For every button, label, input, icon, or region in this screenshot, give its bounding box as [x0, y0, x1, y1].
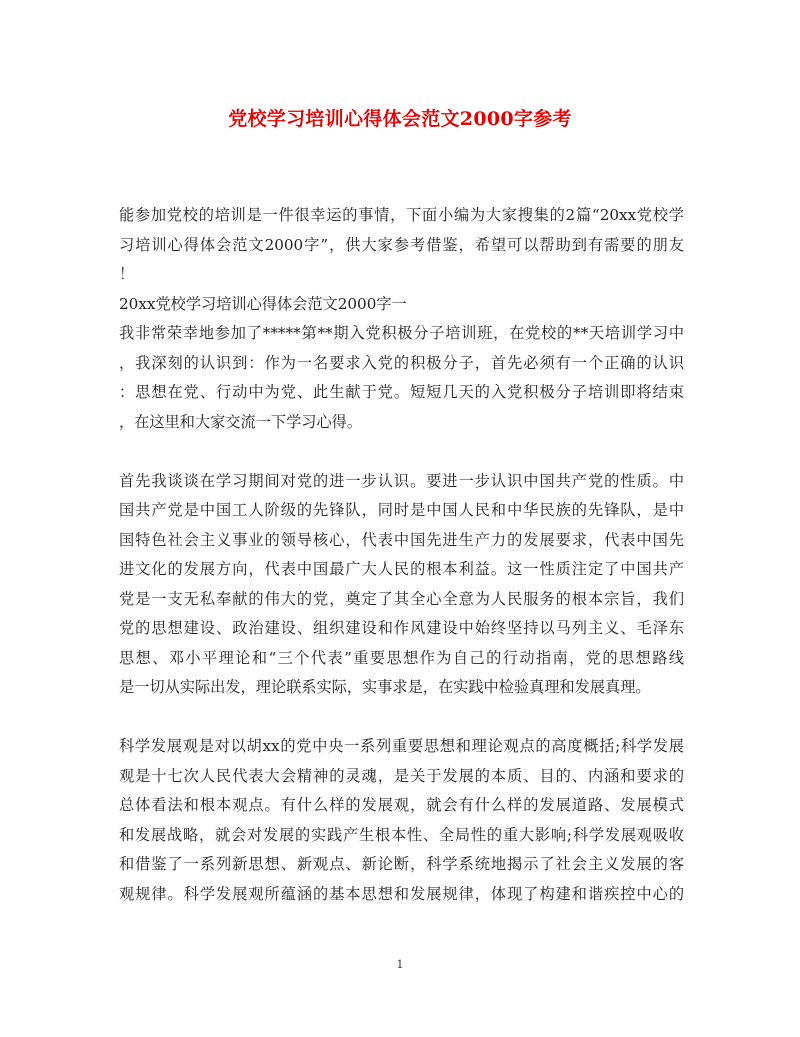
text-line: ，我深刻的认识到：作为一名要求入党的积极分子，首先必须有一个正确的认识 — [119, 353, 684, 372]
text-line: 观规律。科学发展观所蕴涵的基本思想和发展规律，体现了构建和谐疾控中心的 — [119, 884, 684, 903]
page-number: 1 — [396, 958, 404, 971]
text-line: 观是十七次人民代表大会精神的灵魂，是关于发展的本质、目的、内涵和要求的 — [119, 766, 684, 785]
text-line: 我非常荣幸地参加了*****第**期入党积极分子培训班，在党校的**天培训学习中 — [119, 324, 684, 342]
document-body — [119, 201, 684, 909]
paragraph-gap — [119, 703, 684, 733]
text-line: 国共产党是中国工人阶级的先锋队，同时是中国人民和中华民族的先锋队，是中 — [119, 501, 684, 519]
text-line: 党是一支无私奉献的伟大的党，奠定了其全心全意为人民服务的根本宗旨，我们 — [119, 589, 684, 608]
text-line: 能参加党校的培训是一件很幸运的事情，下面小编为大家搜集的2篇“20xx党校学 — [119, 206, 684, 224]
text-line: ，在这里和大家交流一下学习心得。 — [119, 412, 362, 431]
text-line: 进文化的发展方向，代表中国最广大人民的根本利益。这一性质注定了中国共产 — [119, 560, 684, 578]
text-line: 国特色社会主义事业的领导核心，代表中国先进生产力的发展要求，代表中国先 — [119, 530, 684, 549]
page-title: 党校学习培训心得体会范文2000字参考 — [228, 108, 572, 130]
text-line: 科学发展观是对以胡xx的党中央一系列重要思想和理论观点的高度概括;科学发展 — [119, 737, 684, 755]
section-heading: 20xx党校学习培训心得体会范文2000字一 — [119, 294, 407, 313]
text-line: 和发展战略，就会对发展的实践产生根本性、全局性的重大影响;科学发展观吸收 — [119, 825, 684, 844]
text-line: 和借鉴了一系列新思想、新观点、新论断，科学系统地揭示了社会主义发展的客 — [119, 855, 684, 873]
text-line: 是一切从实际出发，理论联系实际，实事求是，在实践中检验真理和发展真理。 — [119, 678, 651, 696]
text-line: 首先我谈谈在学习期间对党的进一步认识。要进一步认识中国共产党的性质。中 — [119, 471, 684, 490]
text-line: ：思想在党、行动中为党、此生献于党。短短几天的入党积极分子培训即将结束 — [119, 383, 684, 401]
text-line: 习培训心得体会范文2000字”，供大家参考借鉴，希望可以帮助到有需要的朋友 — [119, 235, 684, 254]
text-line: 总体看法和根本观点。有什么样的发展观，就会有什么样的发展道路、发展模式 — [119, 796, 684, 814]
text-line: 党的思想建设、政治建设、组织建设和作风建设中始终坚持以马列主义、毛泽东 — [119, 619, 684, 637]
text-line: 思想、邓小平理论和“三个代表”重要思想作为自己的行动指南，党的思想路线 — [119, 648, 684, 667]
text-line: ！ — [119, 265, 135, 283]
paragraph-gap — [119, 437, 684, 467]
